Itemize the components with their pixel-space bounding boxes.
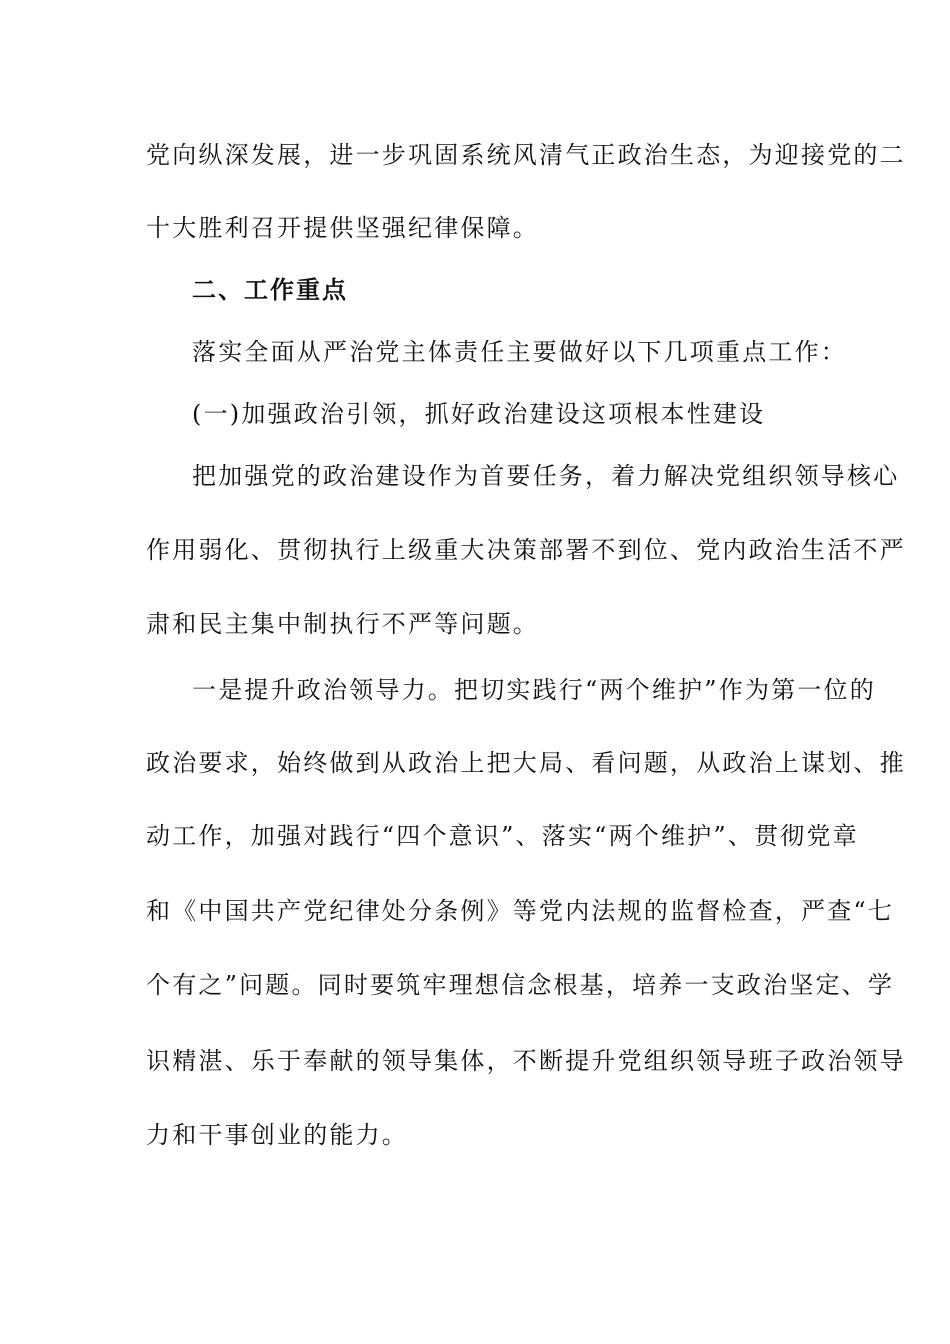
paragraph-line: 政治要求，始终做到从政治上把大局、看问题，从政治上谋划、推 <box>146 749 906 777</box>
paragraph-line: 作用弱化、贯彻执行上级重大决策部署不到位、党内政治生活不严 <box>146 536 906 564</box>
paragraph-line: 把加强党的政治建设作为首要任务，着力解决党组织领导核心 <box>192 462 900 490</box>
paragraph-line: 个有之”问题。同时要筑牢理想信念根基，培养一支政治坚定、学 <box>146 971 895 999</box>
paragraph-line: 力和干事创业的能力。 <box>146 1121 408 1149</box>
section-heading: 二、工作重点 <box>192 276 348 304</box>
paragraph-line: 动工作，加强对践行“四个意识”、落实“两个维护”、贯彻党章 <box>146 822 859 850</box>
paragraph-line: 十大胜利召开提供坚强纪律保障。 <box>146 214 539 242</box>
paragraph-line: 一是提升政治领导力。把切实践行“两个维护”作为第一位的 <box>192 676 876 704</box>
paragraph-line: 落实全面从严治党主体责任主要做好以下几项重点工作： <box>192 338 847 366</box>
paragraph-line: 党向纵深发展，进一步巩固系统风清气正政治生态，为迎接党的二 <box>146 141 906 169</box>
paragraph-line: 和《中国共产党纪律处分条例》等党内法规的监督检查，严查“七 <box>146 897 895 925</box>
subsection-heading: (一)加强政治引领，抓好政治建设这项根本性建设 <box>192 400 766 428</box>
paragraph-line: 识精湛、乐于奉献的领导集体，不断提升党组织领导班子政治领导 <box>146 1047 906 1075</box>
paragraph-line: 肃和民主集中制执行不严等问题。 <box>146 610 539 638</box>
